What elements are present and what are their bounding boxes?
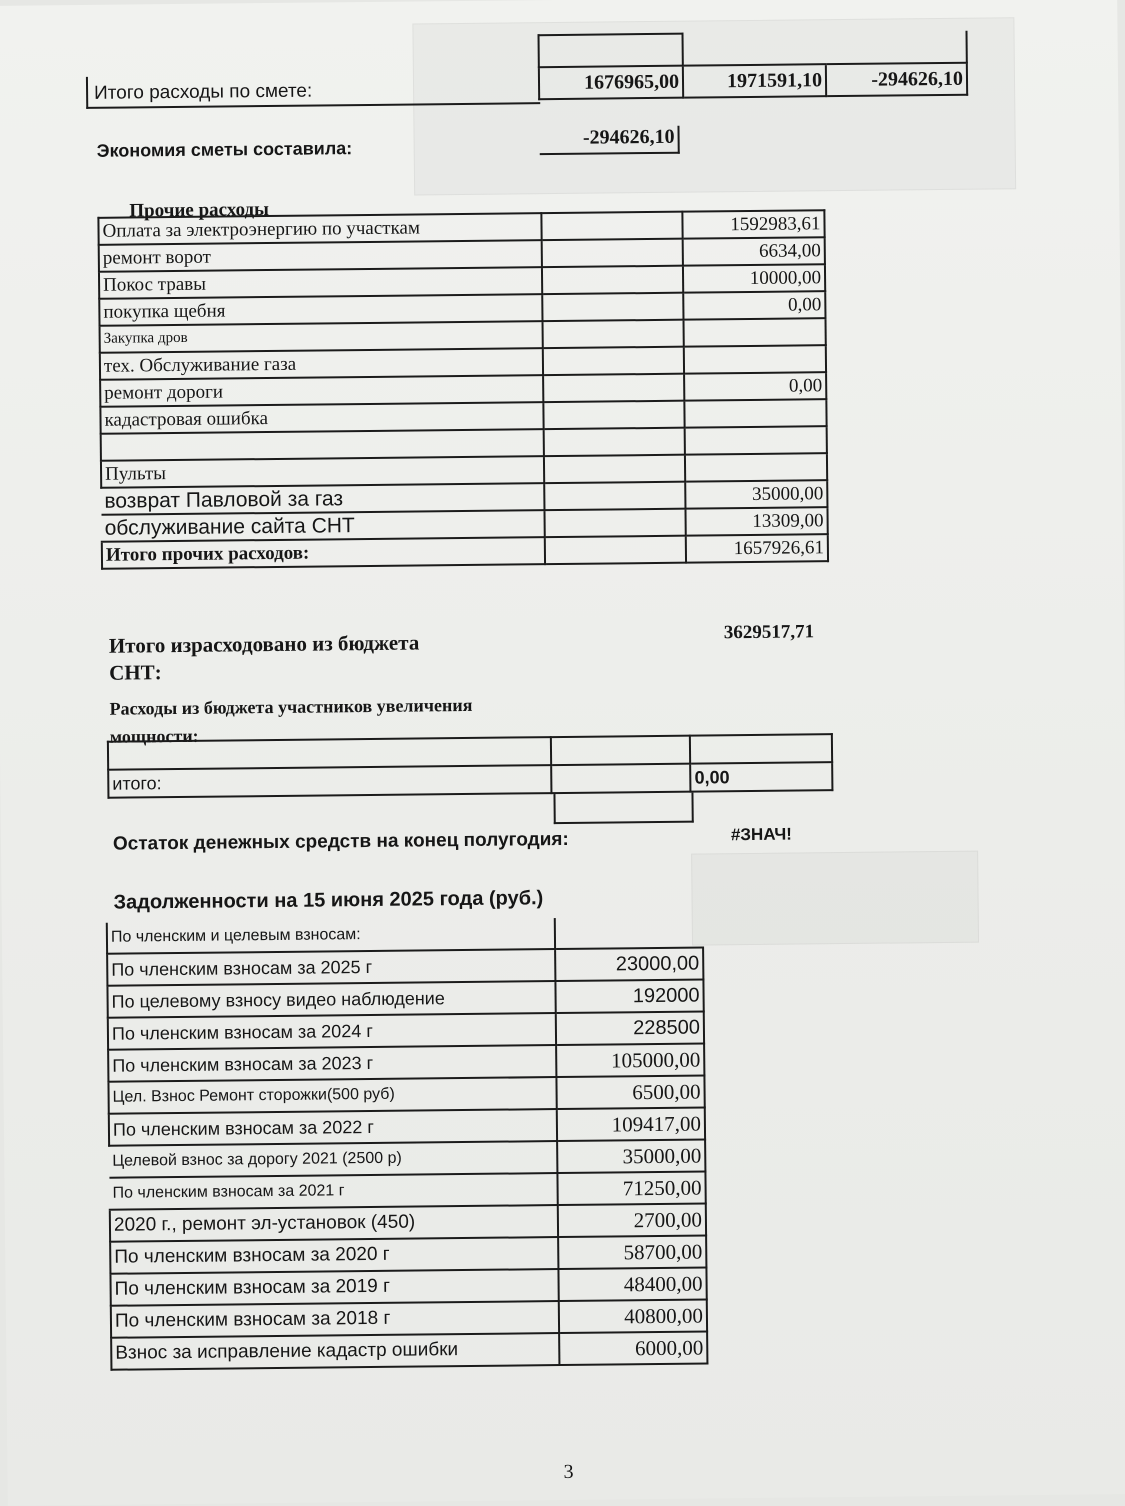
debt-label: По членским взносам за 2025 г: [107, 949, 555, 986]
other-expenses-total-value: 1657926,61: [686, 534, 828, 562]
debt-label: По членским взносам за 2023 г: [108, 1045, 556, 1082]
page-number: 3: [563, 1460, 574, 1484]
expense-label: Пульты: [101, 456, 544, 488]
debt-label: По целевому взносу видео наблюдение: [107, 981, 555, 1018]
balance-value: #ЗНАЧ!: [730, 824, 792, 845]
power-increase-total-value: 0,00: [690, 762, 832, 791]
expense-value: 13309,00: [686, 507, 828, 535]
expense-label: тех. Обслуживание газа: [100, 348, 543, 380]
estimate-value-1: 1676965,00: [539, 66, 683, 100]
debt-value: 109417,00: [557, 1108, 705, 1142]
expense-label: обслуживание сайта СНТ: [102, 510, 545, 542]
debt-value: 228500: [556, 1012, 704, 1046]
expense-label: ремонт ворот: [99, 240, 542, 272]
debts-table: [106, 917, 709, 1371]
debt-label: По членским взносам за 2022 г: [109, 1109, 557, 1146]
debt-value: 58700,00: [558, 1235, 706, 1269]
debt-label: Цел. Взнос Ремонт сторожки(500 руб): [108, 1077, 556, 1114]
debt-value: 2700,00: [558, 1203, 706, 1237]
expense-value: 35000,00: [685, 480, 827, 508]
debt-value: 40800,00: [559, 1299, 707, 1333]
debt-label: По членским взносам за 2018 г: [111, 1301, 559, 1338]
estimate-value-3: -294626,10: [826, 63, 967, 96]
estimate-label: Итого расходы по смете:: [93, 80, 313, 104]
budget-spent-value: 3629517,71: [723, 621, 815, 644]
debt-value: 23000,00: [555, 948, 703, 982]
expense-value: [684, 318, 826, 346]
debt-label: По членским взносам за 2024 г: [108, 1013, 556, 1050]
other-expenses-table: [97, 209, 829, 570]
debt-value: 6500,00: [556, 1076, 704, 1110]
debt-label: 2020 г., ремонт эл-установок (450): [110, 1205, 558, 1242]
power-increase-label: Расходы из бюджета участников увеличения мощности:: [109, 694, 473, 747]
power-increase-total-label: итого:: [108, 765, 551, 798]
expense-value: 1592983,61: [683, 210, 825, 238]
debt-value: 192000: [555, 980, 703, 1014]
expense-label: возврат Павловой за газ: [101, 483, 544, 515]
estimate-totals-table: [538, 30, 969, 100]
debt-value: 105000,00: [556, 1044, 704, 1078]
debts-title: Задолженности на 15 июня 2025 года (руб.): [113, 887, 544, 914]
expense-label: покупка щебня: [99, 294, 542, 326]
debt-value: 35000,00: [557, 1140, 705, 1174]
debt-label: По членским взносам за 2020 г: [110, 1237, 558, 1274]
debt-label: По членским взносам за 2021 г: [109, 1173, 557, 1210]
other-expenses-total-label: Итого прочих расходов:: [102, 537, 545, 569]
estimate-value-2: 1971591,10: [683, 64, 826, 97]
debt-label: По членским взносам за 2019 г: [110, 1269, 558, 1306]
expense-label: Закупка дров: [100, 321, 543, 353]
budget-spent-label: Итого израсходовано из бюджета СНТ:: [108, 630, 420, 685]
expense-value: 10000,00: [683, 264, 825, 292]
debt-label: Целевой взнос за дорогу 2021 (2500 р): [109, 1141, 557, 1178]
expense-value: [684, 345, 826, 373]
expense-label: ремонт дороги: [100, 375, 543, 407]
estimate-label-cell: [86, 72, 540, 109]
expense-value: 0,00: [684, 372, 826, 400]
savings-value: -294626,10: [539, 126, 679, 155]
table-row: [111, 1331, 707, 1369]
debt-label: Взнос за исправление кадастр ошибки: [111, 1333, 559, 1370]
expense-value: [685, 426, 827, 454]
expense-value: 6634,00: [683, 237, 825, 265]
expense-value: 0,00: [683, 291, 825, 319]
debt-value: 71250,00: [557, 1172, 705, 1206]
power-increase-table: [107, 733, 834, 799]
expense-label: Покос травы: [99, 267, 542, 299]
debt-value: 6000,00: [559, 1331, 707, 1365]
expense-value: [685, 399, 827, 427]
debts-header: По членским и целевым взносам:: [107, 918, 555, 954]
expense-label: Оплата за электроэнергию по участкам: [98, 213, 541, 245]
expense-value: [685, 453, 827, 481]
expense-label: кадастровая ошибка: [100, 402, 543, 434]
balance-label: Остаток денежных средств на конец полугодия:: [112, 828, 569, 855]
other-expenses-title: Прочие расходы: [129, 199, 270, 222]
savings-label: Экономия сметы составила:: [96, 138, 353, 161]
debt-value: 48400,00: [558, 1267, 706, 1301]
